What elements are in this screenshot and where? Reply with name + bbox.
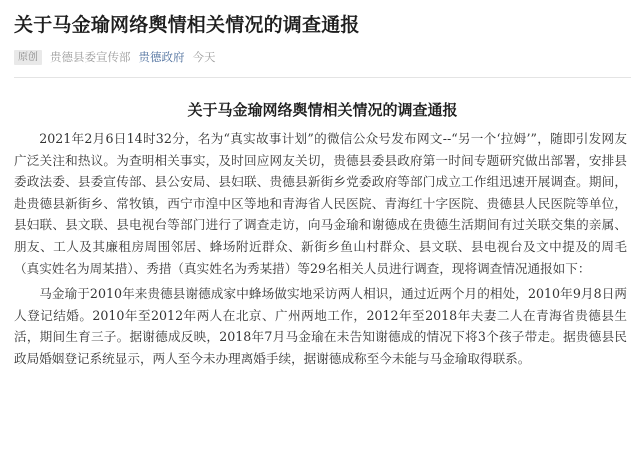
original-badge: 原创 xyxy=(14,50,42,65)
page-headline: 关于马金瑜网络舆情相关情况的调查通报 xyxy=(14,14,360,36)
account-name-link[interactable]: 贵德政府 xyxy=(138,50,185,64)
header-divider xyxy=(14,77,631,78)
publish-time: 今天 xyxy=(192,50,216,64)
article-title: 关于马金瑜网络舆情相关情况的调查通报 xyxy=(187,101,458,119)
article-meta xyxy=(14,49,631,65)
department-label: 贵德县委宣传部 xyxy=(50,50,131,64)
article-paragraph-1: 2021年2月6日14时32分，名为“真实故事计划”的微信公众号发布网文--“另一个‘拉姆’”，随即引发网友广泛关注和热议。为查明相关事实，及时回应网友关切，贵德县委县政府第一时间专题研究做出部署，安排县委政法委、县委宣传部、县公安局、县妇联、贵德县新街乡党委政府等部门成立工作组迅速开展调查。期间，赴贵德县新街乡、常牧镇，西宁市湟中区等地和青海省人民医院、青海红十字医院、贵德县人民医院等单位，县妇联、县文联、县电视台等部门进行了调查走访，向马金瑜和谢德成在贵德生活期间有过关联交集的亲属、朋友、工人及其廉租房周围邻居、蜂场附近群众、新街乡鱼山村群众、县文联、县电视台及文中提及的周毛（真实姓名为周某措）、秀措（真实姓名为秀某措）等29名相关人员进行调查，现将调查情况通报如下： xyxy=(14,131,627,276)
article-paragraph-2: 马金瑜于2010年来贵德县谢德成家中蜂场做实地采访两人相识，通过近两个月的相处，2010年9月8日两人登记结婚。2010年至2012年两人在北京、广州两地工作，2012年至2018年夫妻二人在青海省贵德县生活，期间生育三子。据谢德成反映，2018年7月马金瑜在未告知谢德成的情况下将3个孩子带走。据贵德县民政局婚姻登记系统显示，两人至今未办理离婚手续，据谢德成称至今未能与马金瑜取得联系。 xyxy=(14,286,627,366)
